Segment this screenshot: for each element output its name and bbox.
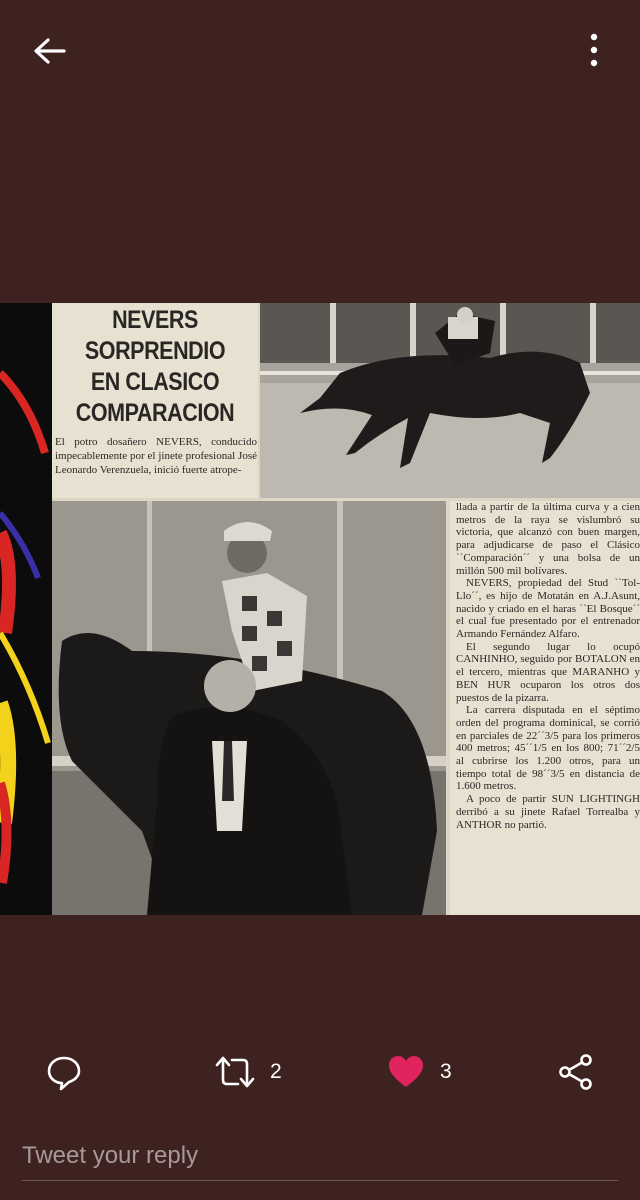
more-options-button[interactable]	[576, 30, 612, 74]
heart-icon	[386, 1052, 426, 1092]
retweet-icon	[214, 1052, 256, 1092]
winner-photo	[52, 501, 446, 915]
headline-line: NEVERS	[112, 306, 198, 334]
article-paragraph: La carrera disputada en el séptimo orden del programa dominical, se corrió en parciales de 22´´3/5 para los primeros 400 metros; 45´´1/5 en los 800; 71´´2/5 al cubrirse los 1.200 otros, para un tiempo total de 98´´3/5 en distancia de 1.600 metros.	[456, 704, 640, 793]
tweet-action-bar	[0, 1040, 640, 1104]
retweet-button[interactable]	[214, 1052, 282, 1092]
share-button[interactable]	[556, 1052, 596, 1092]
more-vertical-icon	[576, 30, 612, 74]
headline-line: COMPARACION	[75, 399, 235, 427]
like-button[interactable]	[386, 1052, 452, 1092]
headline-line: EN CLASICO	[90, 368, 220, 396]
colorful-artwork-strip	[0, 303, 52, 915]
back-button[interactable]	[28, 30, 72, 74]
reply-composer	[22, 1136, 618, 1181]
arrow-left-icon	[28, 30, 72, 74]
article-headline-block	[52, 303, 258, 498]
retweet-count: 2	[270, 1060, 282, 1083]
comment-icon	[44, 1052, 84, 1092]
top-bar	[0, 0, 640, 100]
reply-button[interactable]	[44, 1052, 84, 1092]
article-headline	[66, 305, 243, 429]
article-paragraph: llada a partir de la última curva y a cien metros de la raya se vislumbró su victoria, que alcanzó con buen margen, para adjudicarse de paso el Clásico ``Comparación´´ y una bolsa de un millón 500 mil bolívares.	[456, 501, 640, 577]
headline-line: SORPRENDIO	[84, 337, 226, 365]
share-icon	[556, 1052, 596, 1092]
article-paragraph: A poco de partir SUN LIGHTINGH derribó a su jinete Rafael Torrealba y ANTHOR no partió.	[456, 793, 640, 831]
article-body	[450, 501, 640, 915]
tweet-image[interactable]	[0, 303, 640, 915]
article-paragraph: NEVERS, propiedad del Stud ``Tol-Llo´´, es hijo de Motatán en A.J.Asunt, nacido y criado en el haras ``El Bosque´´ el cual fue presentado por el entrenador Armando Fernández Alfaro.	[456, 577, 640, 641]
like-count: 3	[440, 1060, 452, 1083]
reply-input[interactable]	[22, 1136, 618, 1176]
article-paragraph: El segundo lugar lo ocupó CANHINHO, seguido por BOTALON en el tercero, mientras que MARANHO y BEN HUR ocuparon los otros dos puestos de la pizarra.	[456, 640, 640, 704]
race-photo	[260, 303, 640, 498]
article-lede: El potro dosañero NEVERS, conducido impecablemente por el jinete profesional José Leonardo Verenzuela, inició fuerte atrope-	[55, 436, 257, 476]
